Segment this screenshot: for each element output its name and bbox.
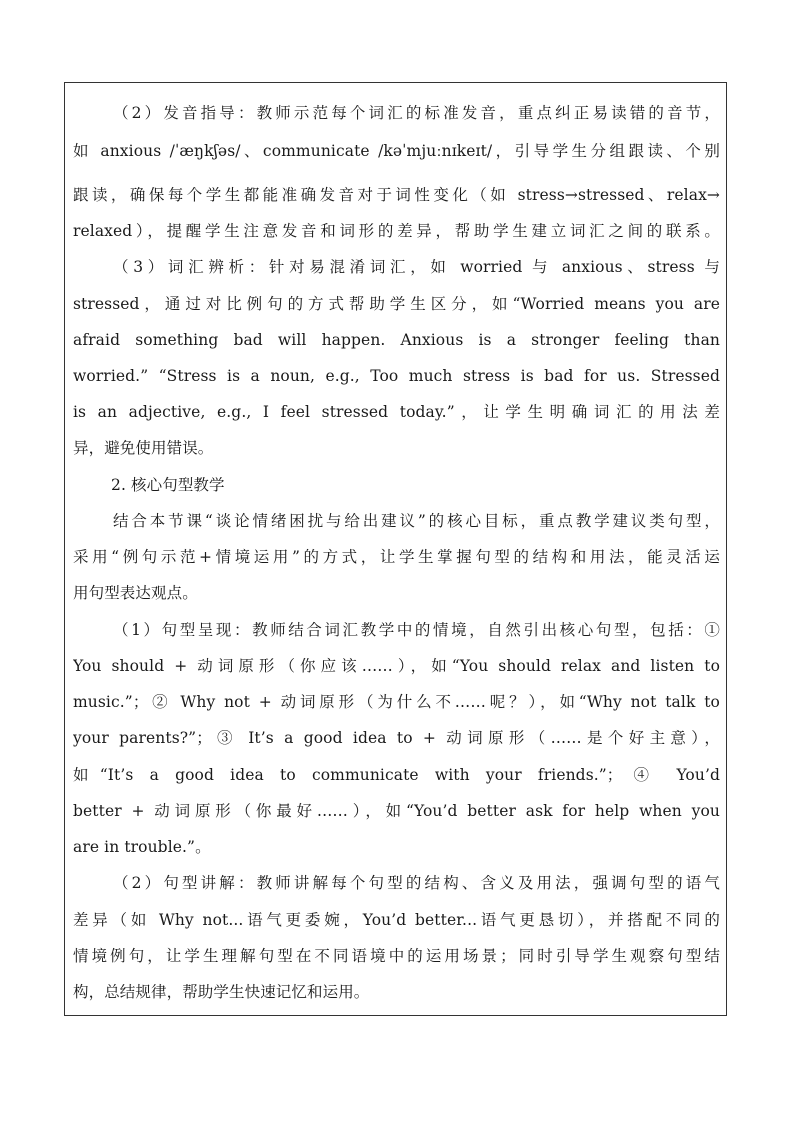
text-line: 如 anxious /ˈæŋkʃəs/、communicate /kəˈmjuːnɪkeɪt/，引导学生分组跟读、个别: [73, 142, 720, 160]
text-line: relaxed），提醒学生注意发音和词形的差异，帮助学生建立词汇之间的联系。: [73, 222, 720, 240]
text-line: afraid something bad will happen. Anxious is a stronger feeling than: [73, 331, 720, 349]
text-line: better + 动词原形（你最好……），如“You’d better ask for help when you: [73, 802, 720, 820]
text-line: 构，总结规律，帮助学生快速记忆和运用。: [73, 983, 370, 1001]
text-line: 结合本节课“谈论情绪困扰与给出建议”的核心目标，重点教学建议类句型，: [113, 512, 720, 530]
text-line: are in trouble.”。: [73, 838, 211, 856]
text-line: stressed，通过对比例句的方式帮助学生区分，如“Worried means you are: [73, 295, 720, 313]
text-line: 如“It’s a good idea to communicate with your friends.”；④ You’d: [73, 766, 720, 784]
text-line: is an adjective, e.g., I feel stressed today.”，让学生明确词汇的用法差: [73, 403, 720, 421]
document-frame: [64, 82, 727, 1016]
text-line: （3）词汇辨析：针对易混淆词汇，如 worried 与 anxious、stress 与: [113, 258, 720, 276]
text-line: （2）发音指导：教师示范每个词汇的标准发音，重点纠正易读错的音节，: [113, 104, 720, 122]
text-line: 差异（如 Why not...语气更委婉，You’d better...语气更恳切），并搭配不同的: [73, 911, 720, 929]
text-line: worried.” “Stress is a noun, e.g., Too much stress is bad for us. Stressed: [73, 367, 720, 385]
text-line: （2）句型讲解：教师讲解每个句型的结构、含义及用法，强调句型的语气: [113, 874, 720, 892]
text-line: 情境例句，让学生理解句型在不同语境中的运用场景；同时引导学生观察句型结: [73, 947, 720, 965]
text-line: 异，避免使用错误。: [73, 439, 214, 457]
text-line: music.”；② Why not + 动词原形（为什么不……呢？），如“Why not talk to: [73, 693, 720, 711]
text-line: 用句型表达观点。: [73, 584, 198, 602]
section-heading: 2. 核心句型教学: [111, 476, 225, 494]
text-line: your parents?”；③ It’s a good idea to + 动词原形（……是个好主意），: [73, 729, 720, 747]
text-line: 跟读，确保每个学生都能准确发音对于词性变化（如 stress→stressed、relax→: [73, 186, 720, 204]
text-line: （1）句型呈现：教师结合词汇教学中的情境，自然引出核心句型，包括：①: [113, 621, 720, 639]
text-line: You should + 动词原形（你应该……），如“You should relax and listen to: [73, 657, 720, 675]
text-line: 采用“例句示范+情境运用”的方式，让学生掌握句型的结构和用法，能灵活运: [73, 548, 720, 566]
